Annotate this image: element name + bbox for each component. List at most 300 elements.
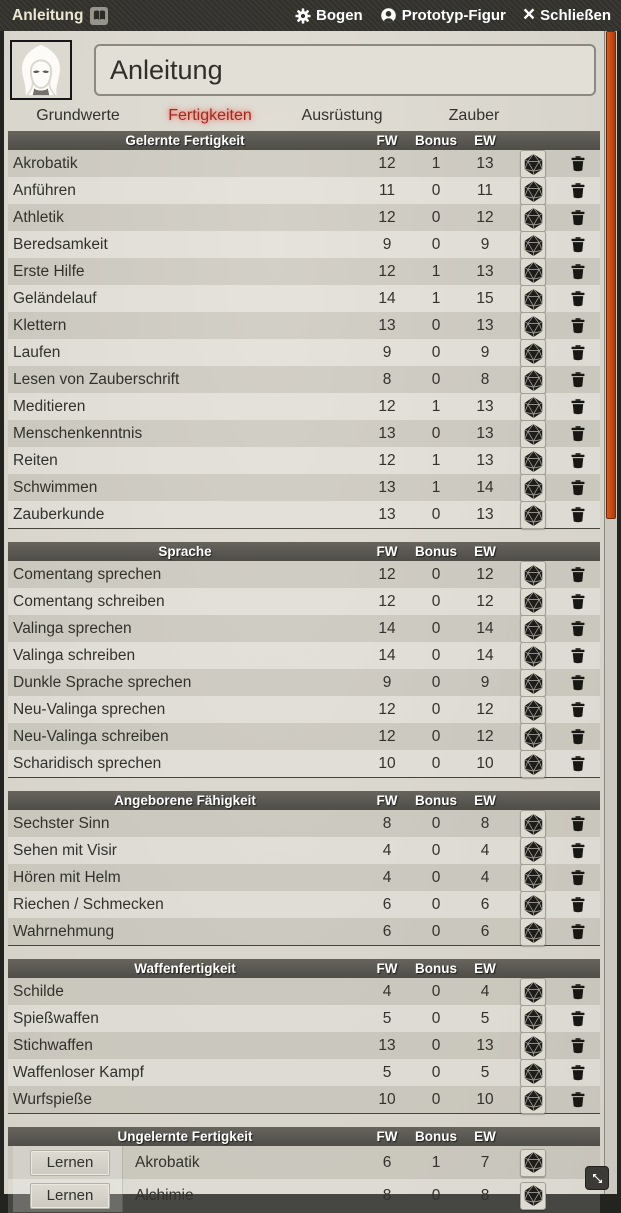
skill-bonus: 0 (431, 674, 441, 691)
character-name-input[interactable] (94, 44, 596, 96)
trash-icon (571, 507, 585, 523)
roll-die-button[interactable] (520, 669, 546, 697)
d20-die-icon (523, 477, 544, 500)
skill-bonus: 0 (431, 647, 441, 664)
delete-button[interactable] (564, 671, 592, 695)
delete-button[interactable] (564, 839, 592, 863)
delete-button[interactable] (564, 866, 592, 890)
content-area (4, 31, 604, 1204)
skill-bonus: 0 (431, 371, 441, 388)
roll-die-button[interactable] (520, 615, 546, 643)
roll-die-button[interactable] (520, 258, 546, 286)
trash-icon (571, 924, 585, 940)
skill-name: Alchimie (135, 1186, 194, 1204)
learn-cell (13, 1179, 123, 1212)
skill-row (8, 696, 600, 723)
avatar[interactable] (10, 40, 72, 100)
skill-row (8, 447, 600, 474)
skill-row (8, 1086, 600, 1113)
skill-ew: 12 (476, 566, 494, 583)
column-header-fw: FW (376, 961, 398, 976)
skill-bonus: 1 (431, 263, 441, 280)
skill-ew: 13 (476, 155, 494, 172)
prototype-figure-label: Prototyp-Figur (401, 7, 506, 24)
delete-button[interactable] (564, 314, 592, 338)
trash-icon (571, 183, 585, 199)
delete-button[interactable] (564, 617, 592, 641)
delete-button[interactable] (564, 893, 592, 917)
skill-fw: 10 (378, 755, 396, 772)
d20-die-icon (523, 840, 544, 863)
skill-fw: 13 (378, 317, 396, 334)
trash-icon (571, 729, 585, 745)
skill-name: Waffenloser Kampf (13, 1064, 144, 1081)
skill-row (8, 204, 600, 231)
skill-bonus: 1 (431, 452, 441, 469)
section-title: Sprache (158, 544, 212, 559)
d20-die-icon (523, 504, 544, 527)
trash-icon (571, 210, 585, 226)
learn-button[interactable]: Lernen (30, 1183, 110, 1209)
skill-name: Sehen mit Visir (13, 842, 117, 859)
trash-icon (571, 567, 585, 583)
roll-die-button[interactable] (520, 696, 546, 724)
roll-die-button[interactable] (520, 312, 546, 340)
vertical-scrollbar[interactable] (604, 31, 617, 1194)
skill-fw: 14 (378, 620, 396, 637)
roll-die-button[interactable] (520, 231, 546, 259)
roll-die-button[interactable] (520, 723, 546, 751)
skill-bonus: 0 (431, 506, 441, 523)
skill-row (8, 561, 600, 588)
skill-fw: 4 (382, 983, 392, 1000)
skill-row (8, 366, 600, 393)
skill-ew: 13 (476, 425, 494, 442)
skill-fw: 12 (378, 728, 396, 745)
skill-row (8, 864, 600, 891)
delete-button[interactable] (564, 260, 592, 284)
trash-icon (571, 816, 585, 832)
delete-button[interactable] (564, 341, 592, 365)
tab-bar (12, 104, 540, 128)
tab-zauber[interactable]: Zauber (448, 107, 500, 124)
section-header (8, 542, 600, 561)
skill-ew: 13 (476, 317, 494, 334)
delete-button[interactable] (564, 1088, 592, 1112)
delete-button[interactable] (564, 590, 592, 614)
skill-ew: 9 (480, 344, 490, 361)
skill-row (8, 615, 600, 642)
trash-icon (571, 264, 585, 280)
close-button-label: Schließen (540, 7, 611, 24)
column-header-ew: EW (474, 961, 496, 976)
section-header (8, 959, 600, 978)
skill-fw: 13 (378, 1037, 396, 1054)
skill-fw: 12 (378, 452, 396, 469)
skill-name: Stichwaffen (13, 1037, 93, 1054)
delete-button[interactable] (564, 422, 592, 446)
column-header-bonus: Bonus (415, 1129, 457, 1144)
d20-die-icon (523, 564, 544, 587)
skill-fw: 8 (382, 1186, 392, 1204)
skill-ew: 5 (480, 1010, 490, 1027)
skill-bonus: 0 (431, 1064, 441, 1081)
delete-button[interactable] (564, 812, 592, 836)
trash-icon (571, 702, 585, 718)
roll-die-button[interactable] (520, 561, 546, 589)
column-header-bonus: Bonus (415, 793, 457, 808)
delete-button[interactable] (564, 368, 592, 392)
skill-bonus: 1 (431, 398, 441, 415)
delete-button[interactable] (564, 1061, 592, 1085)
skill-fw: 10 (378, 1091, 396, 1108)
skill-row (8, 312, 600, 339)
skill-fw: 8 (382, 815, 392, 832)
skill-name: Spießwaffen (13, 1010, 99, 1027)
d20-die-icon (523, 981, 544, 1004)
skill-ew: 12 (476, 701, 494, 718)
skill-bonus: 0 (431, 815, 441, 832)
d20-die-icon (523, 591, 544, 614)
skill-fw: 4 (382, 869, 392, 886)
skill-name: Schilde (13, 983, 64, 1000)
section-header (8, 791, 600, 810)
skill-bonus: 0 (431, 1010, 441, 1027)
d20-die-icon (523, 207, 544, 230)
roll-die-button[interactable] (520, 891, 546, 919)
skill-fw: 12 (378, 398, 396, 415)
tab-ausruestung[interactable]: Ausrüstung (301, 107, 383, 124)
trash-icon (571, 156, 585, 172)
skill-ew: 13 (476, 506, 494, 523)
roll-die-button[interactable] (520, 864, 546, 892)
d20-die-icon (523, 234, 544, 257)
skill-bonus: 0 (431, 620, 441, 637)
trash-icon (571, 345, 585, 361)
roll-die-button[interactable] (520, 1032, 546, 1060)
skill-ew: 14 (476, 479, 494, 496)
skill-fw: 6 (382, 1153, 392, 1171)
skill-name: Neu-Valinga sprechen (13, 701, 166, 718)
skill-row (8, 285, 600, 312)
skill-ew: 4 (480, 869, 490, 886)
d20-die-icon (523, 894, 544, 917)
skill-fw: 12 (378, 209, 396, 226)
skill-bonus: 1 (431, 290, 441, 307)
delete-button[interactable] (564, 1034, 592, 1058)
d20-die-icon (523, 699, 544, 722)
close-icon: × (522, 2, 536, 26)
d20-die-icon (523, 315, 544, 338)
section-header (8, 131, 600, 150)
skill-fw: 13 (378, 506, 396, 523)
skill-bonus: 0 (431, 1186, 441, 1204)
skill-fw: 12 (378, 155, 396, 172)
delete-button[interactable] (564, 206, 592, 230)
trash-icon (571, 399, 585, 415)
delete-button[interactable] (564, 725, 592, 749)
skill-fw: 9 (382, 344, 392, 361)
skill-fw: 9 (382, 674, 392, 691)
column-header-fw: FW (376, 133, 398, 148)
skill-fw: 5 (382, 1010, 392, 1027)
resize-grip[interactable] (585, 1166, 609, 1190)
skill-fw: 13 (378, 425, 396, 442)
d20-die-icon (523, 1151, 544, 1174)
skill-ew: 6 (480, 896, 490, 913)
roll-die-button[interactable] (520, 474, 546, 502)
trash-icon (571, 480, 585, 496)
skill-ew: 13 (476, 263, 494, 280)
skill-row (8, 978, 600, 1005)
delete-button[interactable] (564, 503, 592, 527)
skill-name: Reiten (13, 452, 58, 469)
skill-bonus: 0 (431, 896, 441, 913)
skill-row (8, 918, 600, 945)
roll-die-button[interactable] (520, 339, 546, 367)
skill-row (8, 501, 600, 528)
skill-row (8, 1146, 600, 1179)
trash-icon (571, 1065, 585, 1081)
skill-fw: 5 (382, 1064, 392, 1081)
roll-die-button[interactable] (520, 750, 546, 778)
delete-button[interactable] (564, 752, 592, 776)
skill-ew: 13 (476, 1037, 494, 1054)
section-title: Waffenfertigkeit (134, 961, 236, 976)
titlebar-actions (295, 2, 611, 26)
roll-die-button[interactable] (520, 1005, 546, 1033)
skill-ew: 14 (476, 620, 494, 637)
skill-ew: 13 (476, 398, 494, 415)
skill-row (8, 642, 600, 669)
section-rows (8, 150, 600, 528)
skill-row (8, 669, 600, 696)
learn-cell (13, 1146, 123, 1179)
roll-die-button[interactable] (520, 501, 546, 529)
d20-die-icon (523, 726, 544, 749)
skill-fw: 6 (382, 896, 392, 913)
skill-name: Comentang schreiben (13, 593, 165, 610)
skill-ew: 4 (480, 983, 490, 1000)
skill-bonus: 0 (431, 209, 441, 226)
skill-fw: 12 (378, 593, 396, 610)
delete-button[interactable] (564, 980, 592, 1004)
d20-die-icon (523, 153, 544, 176)
titlebar-left (12, 7, 108, 25)
sheet-button-label: Bogen (316, 7, 363, 24)
skill-name: Beredsamkeit (13, 236, 108, 253)
column-header-fw: FW (376, 1129, 398, 1144)
sections (8, 131, 600, 1213)
skill-name: Dunkle Sprache sprechen (13, 674, 192, 691)
roll-die-button[interactable] (520, 1086, 546, 1114)
skill-name: Athletik (13, 209, 64, 226)
skill-row (8, 150, 600, 177)
roll-die-button[interactable] (520, 177, 546, 205)
skill-row (8, 474, 600, 501)
d20-die-icon (523, 423, 544, 446)
gear-icon (295, 8, 311, 24)
roll-die-button[interactable] (520, 204, 546, 232)
delete-button[interactable] (564, 698, 592, 722)
resize-arrow-icon (590, 1171, 605, 1186)
skill-ew: 12 (476, 209, 494, 226)
skill-row (8, 891, 600, 918)
delete-button[interactable] (564, 152, 592, 176)
skill-name: Menschenkenntnis (13, 425, 143, 442)
skill-fw: 11 (378, 182, 396, 199)
scrollbar-thumb[interactable] (606, 31, 616, 519)
skill-name: Erste Hilfe (13, 263, 85, 280)
delete-button[interactable] (564, 395, 592, 419)
d20-die-icon (523, 1008, 544, 1031)
trash-icon (571, 675, 585, 691)
skill-name: Klettern (13, 317, 67, 334)
section-title: Angeborene Fähigkeit (114, 793, 256, 808)
section-rows (8, 1146, 600, 1212)
skill-name: Neu-Valinga schreiben (13, 728, 169, 745)
skill-bonus: 1 (431, 479, 441, 496)
delete-button[interactable] (564, 449, 592, 473)
skill-name: Akrobatik (135, 1153, 200, 1171)
skill-bonus: 0 (431, 182, 441, 199)
skill-name: Meditieren (13, 398, 86, 415)
skill-row (8, 750, 600, 777)
skill-name: Riechen / Schmecken (13, 896, 164, 913)
roll-die-button[interactable] (520, 447, 546, 475)
skill-bonus: 1 (431, 1153, 441, 1171)
skill-fw: 8 (382, 371, 392, 388)
skill-ew: 8 (480, 815, 490, 832)
d20-die-icon (523, 618, 544, 641)
skill-ew: 12 (476, 728, 494, 745)
d20-die-icon (523, 450, 544, 473)
skill-fw: 4 (382, 842, 392, 859)
skill-ew: 10 (476, 755, 494, 772)
roll-die-button[interactable] (520, 366, 546, 394)
roll-die-button[interactable] (520, 978, 546, 1006)
trash-icon (571, 291, 585, 307)
trash-icon (571, 984, 585, 1000)
close-button[interactable] (522, 2, 611, 26)
section-header (8, 1127, 600, 1146)
skill-row (8, 177, 600, 204)
trash-icon (571, 1092, 585, 1108)
roll-die-button[interactable] (520, 1149, 546, 1177)
skill-ew: 10 (476, 1091, 494, 1108)
skill-bonus: 0 (431, 1091, 441, 1108)
skill-fw: 14 (378, 290, 396, 307)
prototype-figure-button[interactable] (380, 7, 506, 24)
d20-die-icon (523, 672, 544, 695)
roll-die-button[interactable] (520, 588, 546, 616)
skill-fw: 13 (378, 479, 396, 496)
skill-name: Lesen von Zauberschrift (13, 371, 180, 388)
roll-die-button[interactable] (520, 1182, 546, 1210)
profile-row (10, 40, 600, 100)
roll-die-button[interactable] (520, 810, 546, 838)
delete-button[interactable] (564, 233, 592, 257)
roll-die-button[interactable] (520, 393, 546, 421)
skill-name: Akrobatik (13, 155, 78, 172)
skill-bonus: 0 (431, 236, 441, 253)
delete-button[interactable] (564, 920, 592, 944)
roll-die-button[interactable] (520, 1059, 546, 1087)
delete-button[interactable] (564, 644, 592, 668)
roll-die-button[interactable] (520, 918, 546, 946)
roll-die-button[interactable] (520, 837, 546, 865)
skill-bonus: 0 (431, 869, 441, 886)
sheet-button[interactable] (295, 7, 363, 24)
trash-icon (571, 594, 585, 610)
skill-fw: 6 (382, 923, 392, 940)
skill-bonus: 1 (431, 155, 441, 172)
d20-die-icon (523, 1035, 544, 1058)
skill-name: Sechster Sinn (13, 815, 110, 832)
trash-icon (571, 372, 585, 388)
skill-bonus: 0 (431, 593, 441, 610)
d20-die-icon (523, 342, 544, 365)
skill-section (8, 1127, 600, 1213)
learn-button[interactable]: Lernen (30, 1150, 110, 1176)
d20-die-icon (523, 261, 544, 284)
column-header-fw: FW (376, 544, 398, 559)
skill-bonus: 0 (431, 344, 441, 361)
skill-name: Wurfspieße (13, 1091, 92, 1108)
delete-button[interactable] (564, 179, 592, 203)
skill-ew: 12 (476, 593, 494, 610)
skill-fw: 12 (378, 566, 396, 583)
roll-die-button[interactable] (520, 420, 546, 448)
d20-die-icon (523, 1089, 544, 1112)
roll-die-button[interactable] (520, 150, 546, 178)
skill-row (8, 393, 600, 420)
skill-ew: 11 (476, 182, 494, 199)
skill-section (8, 131, 600, 529)
skill-ew: 7 (480, 1153, 490, 1171)
skill-ew: 13 (476, 452, 494, 469)
person-icon (380, 7, 397, 24)
titlebar (0, 0, 621, 31)
column-header-ew: EW (474, 1129, 496, 1144)
delete-button[interactable] (564, 1007, 592, 1031)
tab-grundwerte[interactable]: Grundwerte (36, 107, 120, 124)
delete-button[interactable] (564, 563, 592, 587)
column-header-bonus: Bonus (415, 544, 457, 559)
skill-row (8, 810, 600, 837)
roll-die-button[interactable] (520, 642, 546, 670)
skill-row (8, 1179, 600, 1212)
skill-section (8, 959, 600, 1114)
section-rows (8, 810, 600, 945)
delete-button[interactable] (564, 287, 592, 311)
d20-die-icon (523, 180, 544, 203)
skill-ew: 8 (480, 371, 490, 388)
trash-icon (571, 756, 585, 772)
skill-name: Valinga sprechen (13, 620, 132, 637)
d20-die-icon (523, 1184, 544, 1207)
skill-row (8, 837, 600, 864)
book-icon[interactable] (90, 7, 108, 25)
tab-fertigkeiten[interactable]: Fertigkeiten (168, 107, 252, 124)
skill-bonus: 0 (431, 923, 441, 940)
skill-ew: 14 (476, 647, 494, 664)
column-header-bonus: Bonus (415, 961, 457, 976)
roll-die-button[interactable] (520, 285, 546, 313)
delete-button[interactable] (564, 476, 592, 500)
skill-row (8, 1005, 600, 1032)
section-rows (8, 978, 600, 1113)
